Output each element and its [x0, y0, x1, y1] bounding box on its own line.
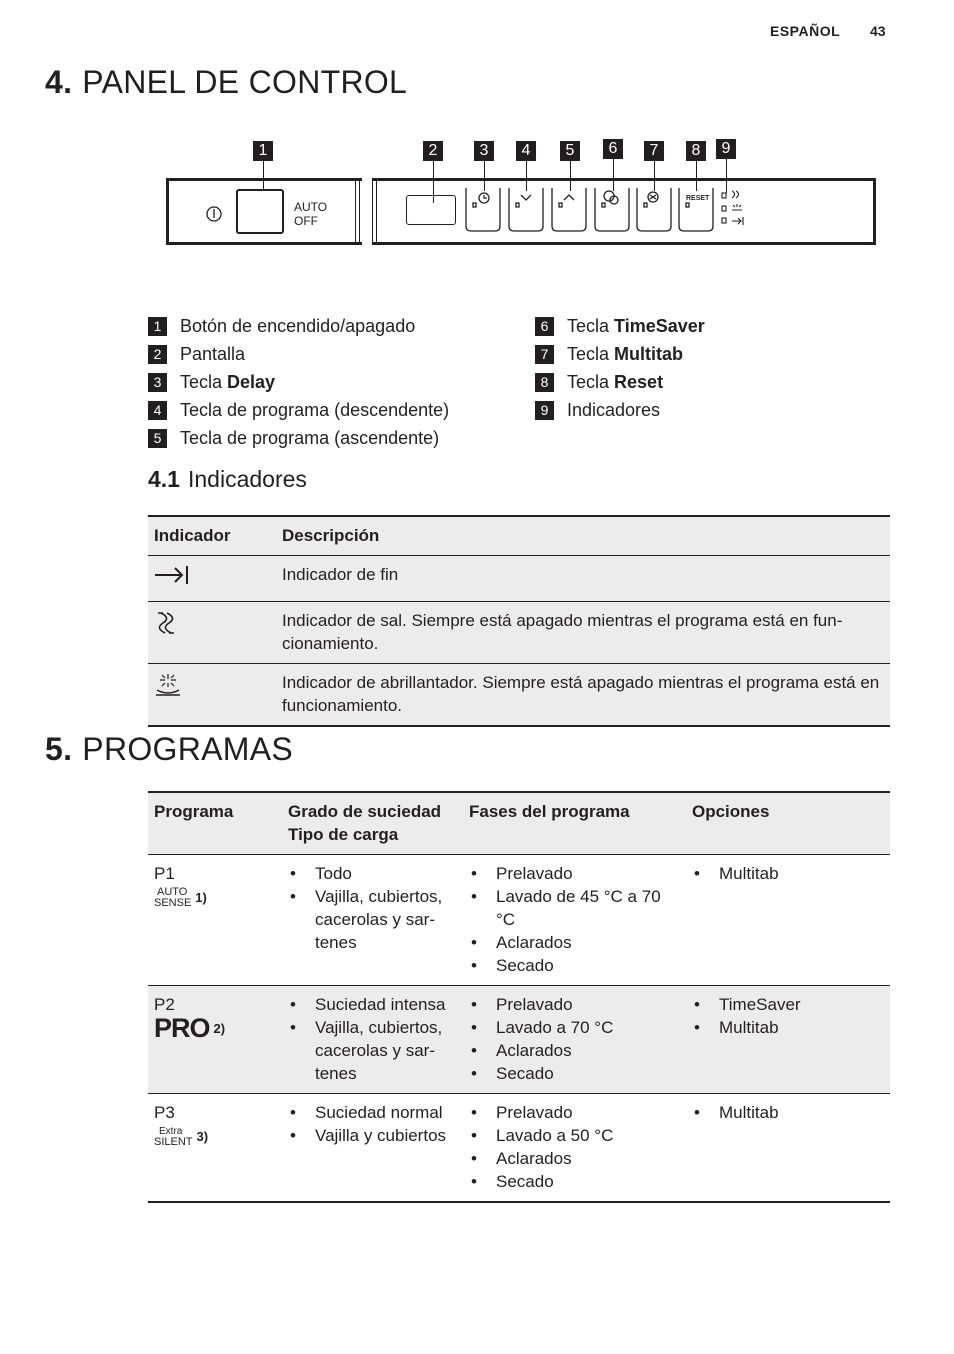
section-5-title — [45, 731, 293, 768]
subsection-title: 4.1 Indicadores — [148, 466, 307, 492]
legend-item: 7 Tecla Multitab — [535, 340, 705, 368]
legend-item: 9 Indicadores — [535, 396, 705, 424]
svg-text:RESET: RESET — [686, 195, 710, 202]
callout-4: 4 — [516, 141, 536, 161]
legend-item: 5 Tecla de programa (ascendente) — [148, 424, 449, 452]
callout-7: 7 — [644, 141, 664, 161]
callout-1: 1 — [253, 141, 273, 161]
table-row: Indicador de sal. Siempre está apagado mientras el programa está en fun-cionamiento. — [148, 602, 890, 664]
section-title-text: PROGRAMAS — [82, 731, 294, 767]
section-title-text: PANEL DE CONTROL — [82, 64, 408, 100]
pro-badge: PRO 2) — [154, 1013, 226, 1044]
extra-silent-badge: Extra SILENT 3) — [154, 1125, 209, 1148]
callout-6: 6 — [603, 139, 623, 159]
page-number: 43 — [870, 23, 886, 39]
column-header: Fases del programa — [463, 792, 686, 855]
power-icon — [205, 205, 223, 223]
callout-5: 5 — [560, 141, 580, 161]
programs-table — [148, 791, 890, 1203]
auto-off-label: AUTO OFF — [294, 200, 328, 228]
end-indicator-icon — [154, 563, 190, 587]
display-screen — [406, 195, 456, 225]
legend-item: 8 Tecla Reset — [535, 368, 705, 396]
table-row: P2 PRO 2) • Suciedad intensa • Vajilla, cubiertos, cacerolas y sar-tenes • Prelavado • Lavado a 70 °C • Aclarados • Secado • TimeSaver • Multitab — [148, 986, 890, 1094]
legend-right — [535, 312, 705, 424]
callout-3: 3 — [474, 141, 494, 161]
rinse-aid-indicator-icon — [154, 671, 182, 697]
legend-left — [148, 312, 449, 452]
column-header: Indicador — [148, 516, 276, 556]
indicators-table — [148, 515, 890, 727]
legend-item: 1 Botón de encendido/apagado — [148, 312, 449, 340]
column-header: Descripción — [276, 516, 890, 556]
legend-item: 4 Tecla de programa (descendente) — [148, 396, 449, 424]
callout-8: 8 — [686, 141, 706, 161]
power-button[interactable] — [236, 189, 284, 234]
legend-item: 2 Pantalla — [148, 340, 449, 368]
auto-sense-badge: AUTO SENSE 1) — [154, 885, 207, 909]
salt-indicator-icon — [154, 609, 178, 635]
callout-2: 2 — [423, 141, 443, 161]
control-panel-diagram — [0, 0, 954, 260]
column-header: Grado de suciedad Tipo de carga — [282, 792, 463, 855]
section-number: 5. — [45, 731, 73, 767]
table-row: P3 Extra SILENT 3) • Suciedad normal • Vajilla y cubiertos • Prelavado • Lavado a 50 °C • Aclarados • Secado • Multitab — [148, 1094, 890, 1203]
header-language: ESPAÑOL — [770, 23, 841, 39]
table-row: Indicador de abrillantador. Siempre está apagado mientras el programa está en funcionamiento. — [148, 664, 890, 727]
column-header: Opciones — [686, 792, 890, 855]
callout-9: 9 — [716, 139, 736, 159]
legend-item: 6 Tecla TimeSaver — [535, 312, 705, 340]
table-row: P1 AUTO SENSE 1) • Todo • Vajilla, cubiertos, cacerolas y sar-tenes • Prelavado • Lavado de 45 °C a 70 °C • Aclarados • Secado • Multitab — [148, 855, 890, 986]
legend-item: 3 Tecla Delay — [148, 368, 449, 396]
column-header: Programa — [148, 792, 282, 855]
section-number: 4. — [45, 64, 73, 100]
key-row — [464, 186, 754, 234]
table-row: Indicador de fin — [148, 556, 890, 602]
